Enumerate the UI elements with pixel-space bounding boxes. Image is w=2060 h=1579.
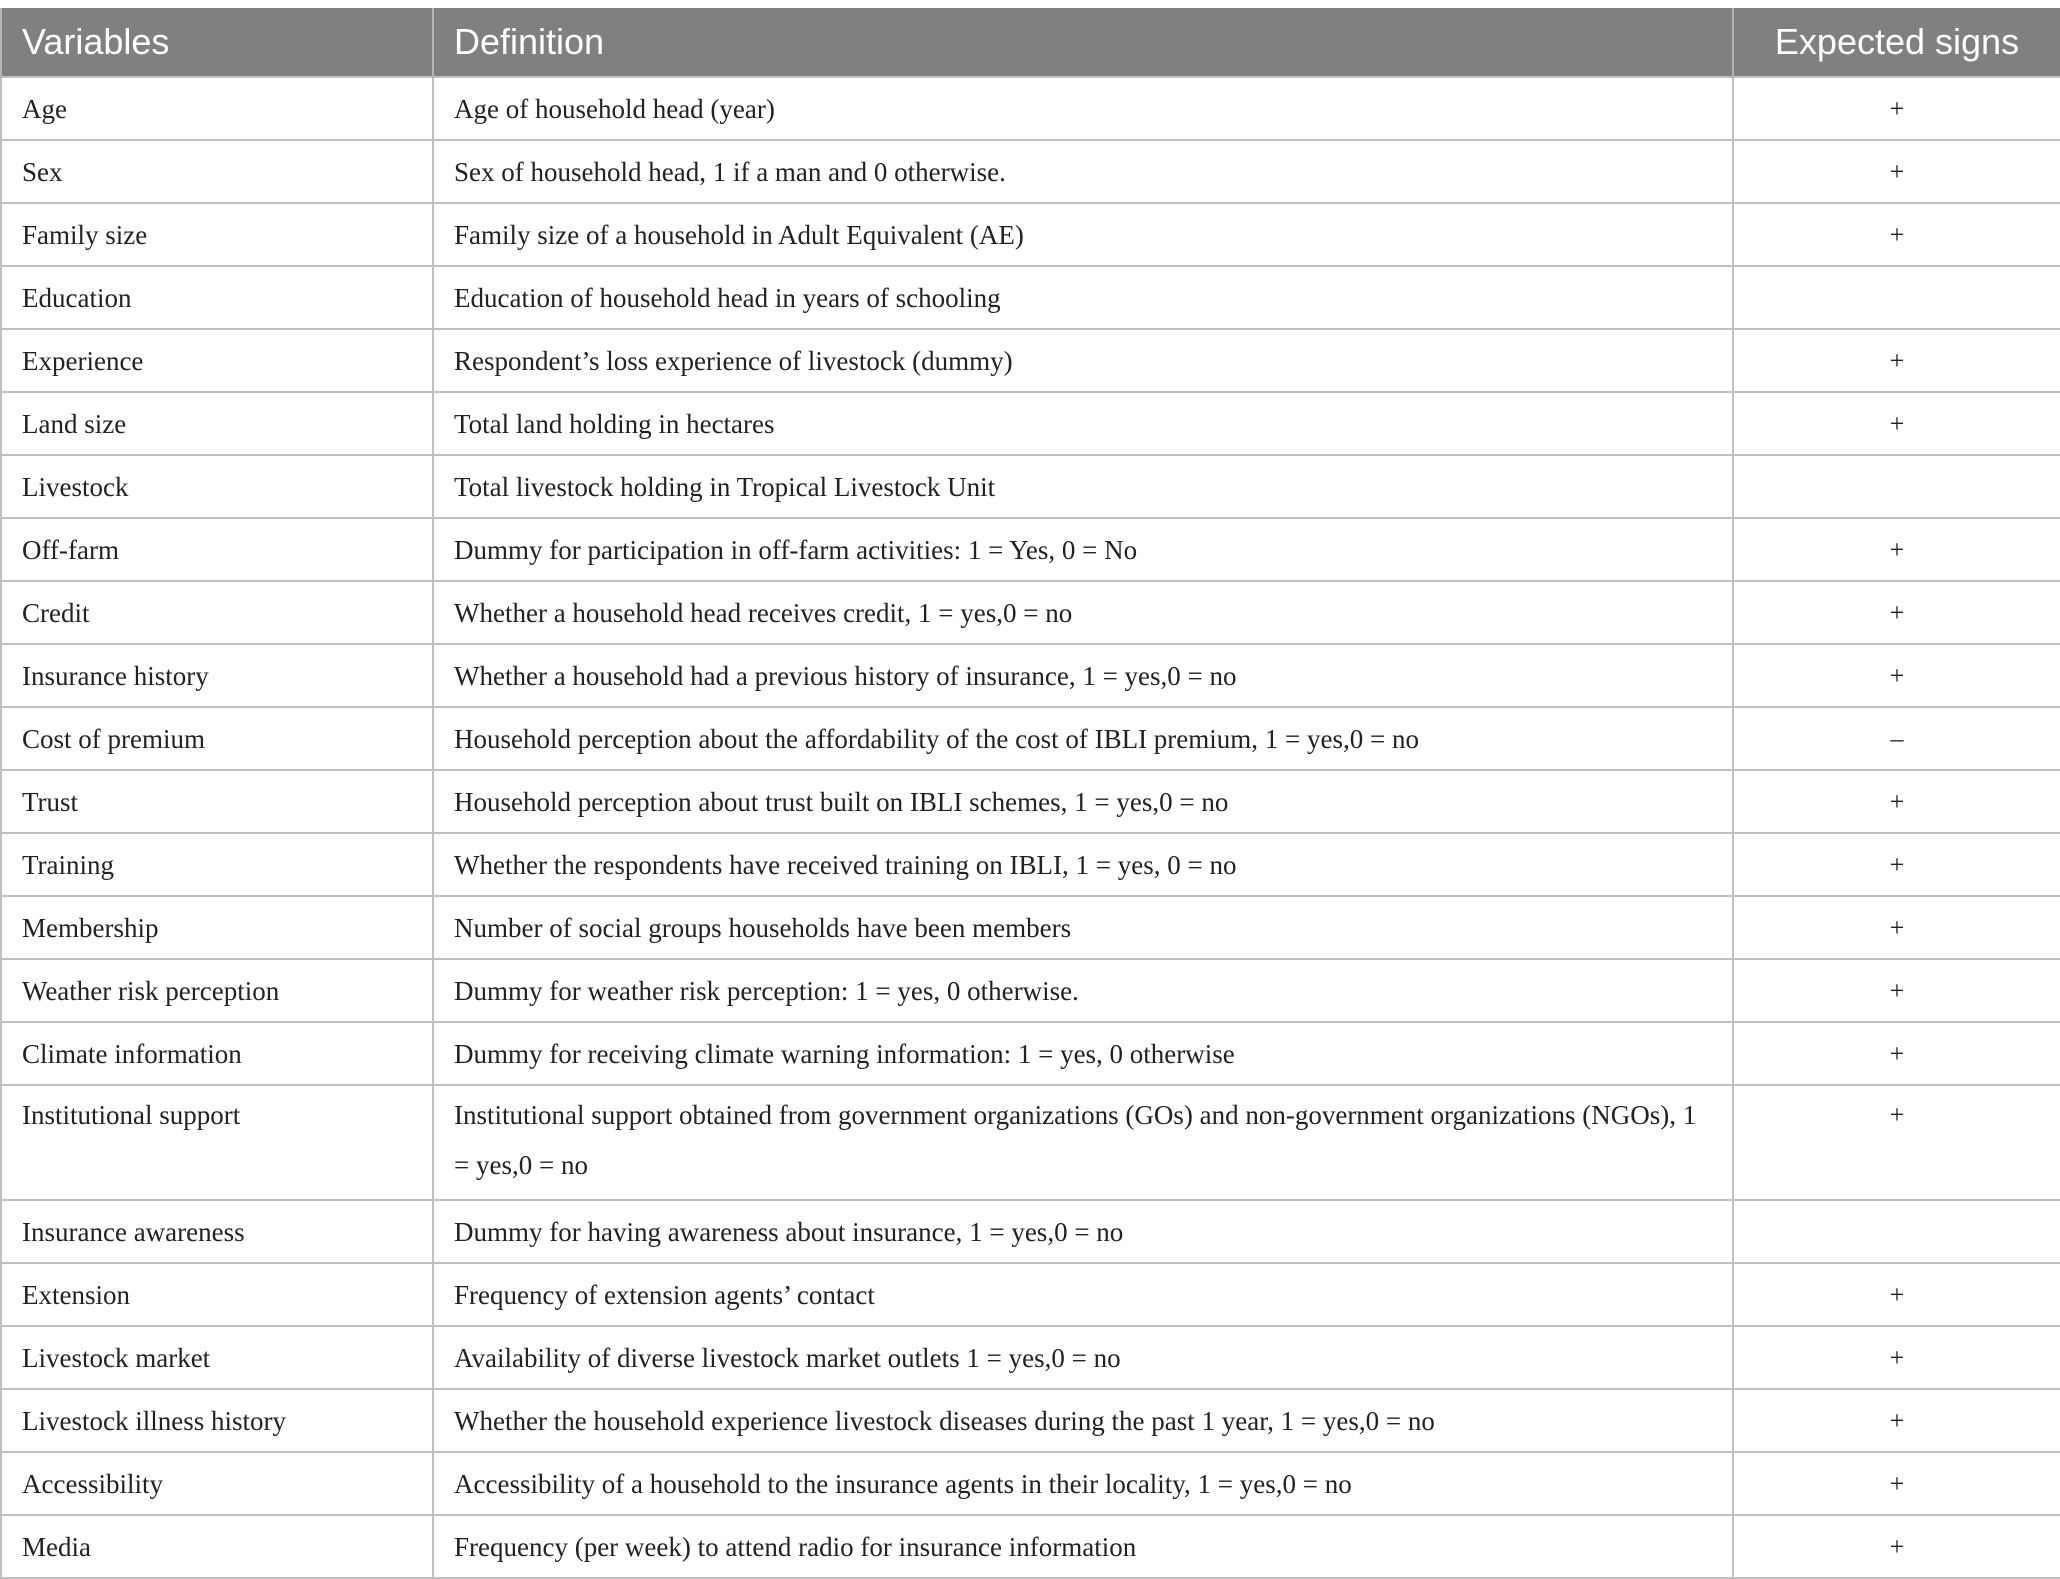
definition-cell: Family size of a household in Adult Equivalent (AE) <box>433 203 1733 266</box>
sign-cell: + <box>1733 1085 2060 1200</box>
definition-cell: Institutional support obtained from government organizations (GOs) and non-government organizations (NGOs), 1 = yes,0 = no <box>433 1085 1733 1200</box>
table-row <box>1 266 2060 329</box>
table-header <box>1 8 2060 77</box>
table-row <box>1 770 2060 833</box>
header-definition: Definition <box>433 8 1733 77</box>
header-expected-signs: Expected signs <box>1733 8 2060 77</box>
header-variables: Variables <box>1 8 433 77</box>
sign-cell: + <box>1733 203 2060 266</box>
variable-cell: Insurance awareness <box>1 1200 433 1263</box>
variable-cell: Livestock market <box>1 1326 433 1389</box>
table-row <box>1 140 2060 203</box>
table-row <box>1 455 2060 518</box>
definition-cell: Frequency (per week) to attend radio for insurance information <box>433 1515 1733 1578</box>
sign-cell: + <box>1733 392 2060 455</box>
definition-cell: Dummy for receiving climate warning information: 1 = yes, 0 otherwise <box>433 1022 1733 1085</box>
definition-cell: Accessibility of a household to the insurance agents in their locality, 1 = yes,0 = no <box>433 1452 1733 1515</box>
variable-cell: Media <box>1 1515 433 1578</box>
table-row <box>1 329 2060 392</box>
sign-cell: + <box>1733 329 2060 392</box>
variable-cell: Experience <box>1 329 433 392</box>
variable-cell: Institutional support <box>1 1085 433 1200</box>
definition-cell: Age of household head (year) <box>433 77 1733 140</box>
table-body <box>1 77 2060 1578</box>
variable-cell: Climate information <box>1 1022 433 1085</box>
sign-cell: + <box>1733 1022 2060 1085</box>
variable-cell: Accessibility <box>1 1452 433 1515</box>
variable-cell: Age <box>1 77 433 140</box>
variable-cell: Insurance history <box>1 644 433 707</box>
table-row <box>1 959 2060 1022</box>
definition-cell: Whether the respondents have received training on IBLI, 1 = yes, 0 = no <box>433 833 1733 896</box>
table-row <box>1 77 2060 140</box>
definition-cell: Total land holding in hectares <box>433 392 1733 455</box>
definition-cell: Total livestock holding in Tropical Livestock Unit <box>433 455 1733 518</box>
definition-cell: Whether a household head receives credit, 1 = yes,0 = no <box>433 581 1733 644</box>
variable-cell: Cost of premium <box>1 707 433 770</box>
variable-cell: Membership <box>1 896 433 959</box>
definition-cell: Dummy for having awareness about insurance, 1 = yes,0 = no <box>433 1200 1733 1263</box>
sign-cell: + <box>1733 1263 2060 1326</box>
variable-cell: Training <box>1 833 433 896</box>
definition-cell: Education of household head in years of schooling <box>433 266 1733 329</box>
sign-cell <box>1733 266 2060 329</box>
variable-cell: Weather risk perception <box>1 959 433 1022</box>
sign-cell: + <box>1733 833 2060 896</box>
definition-cell: Dummy for participation in off-farm activities: 1 = Yes, 0 = No <box>433 518 1733 581</box>
variable-cell: Livestock <box>1 455 433 518</box>
table-row <box>1 203 2060 266</box>
definition-cell: Number of social groups households have been members <box>433 896 1733 959</box>
definition-cell: Dummy for weather risk perception: 1 = yes, 0 otherwise. <box>433 959 1733 1022</box>
sign-cell: + <box>1733 1326 2060 1389</box>
definition-cell: Whether the household experience livestock diseases during the past 1 year, 1 = yes,0 = no <box>433 1389 1733 1452</box>
variable-cell: Family size <box>1 203 433 266</box>
table-row <box>1 581 2060 644</box>
table-row <box>1 1263 2060 1326</box>
definition-cell: Household perception about trust built on IBLI schemes, 1 = yes,0 = no <box>433 770 1733 833</box>
variable-cell: Off-farm <box>1 518 433 581</box>
table-row <box>1 833 2060 896</box>
table-row <box>1 1452 2060 1515</box>
variable-cell: Land size <box>1 392 433 455</box>
sign-cell: + <box>1733 140 2060 203</box>
sign-cell: + <box>1733 1515 2060 1578</box>
table-row <box>1 1022 2060 1085</box>
sign-cell: + <box>1733 1452 2060 1515</box>
definition-cell: Household perception about the affordability of the cost of IBLI premium, 1 = yes,0 = no <box>433 707 1733 770</box>
definition-cell: Frequency of extension agents’ contact <box>433 1263 1733 1326</box>
sign-cell: + <box>1733 1389 2060 1452</box>
variable-cell: Education <box>1 266 433 329</box>
table-row <box>1 518 2060 581</box>
table-row <box>1 1200 2060 1263</box>
table-row <box>1 1389 2060 1452</box>
table-row <box>1 707 2060 770</box>
definition-cell: Sex of household head, 1 if a man and 0 otherwise. <box>433 140 1733 203</box>
sign-cell: + <box>1733 896 2060 959</box>
variable-cell: Extension <box>1 1263 433 1326</box>
sign-cell: – <box>1733 707 2060 770</box>
sign-cell: + <box>1733 518 2060 581</box>
table-row <box>1 392 2060 455</box>
table-row <box>1 1085 2060 1200</box>
table-row <box>1 644 2060 707</box>
sign-cell: + <box>1733 581 2060 644</box>
table-row <box>1 1326 2060 1389</box>
header-row <box>1 8 2060 77</box>
sign-cell: + <box>1733 644 2060 707</box>
sign-cell: + <box>1733 77 2060 140</box>
sign-cell: + <box>1733 770 2060 833</box>
table-row <box>1 896 2060 959</box>
variable-cell: Sex <box>1 140 433 203</box>
variable-cell: Trust <box>1 770 433 833</box>
table-row <box>1 1515 2060 1578</box>
definition-cell: Respondent’s loss experience of livestock (dummy) <box>433 329 1733 392</box>
variables-table <box>0 8 2060 1579</box>
variable-cell: Livestock illness history <box>1 1389 433 1452</box>
definition-cell: Whether a household had a previous history of insurance, 1 = yes,0 = no <box>433 644 1733 707</box>
sign-cell: + <box>1733 959 2060 1022</box>
definition-cell: Availability of diverse livestock market outlets 1 = yes,0 = no <box>433 1326 1733 1389</box>
variable-cell: Credit <box>1 581 433 644</box>
sign-cell <box>1733 455 2060 518</box>
sign-cell <box>1733 1200 2060 1263</box>
